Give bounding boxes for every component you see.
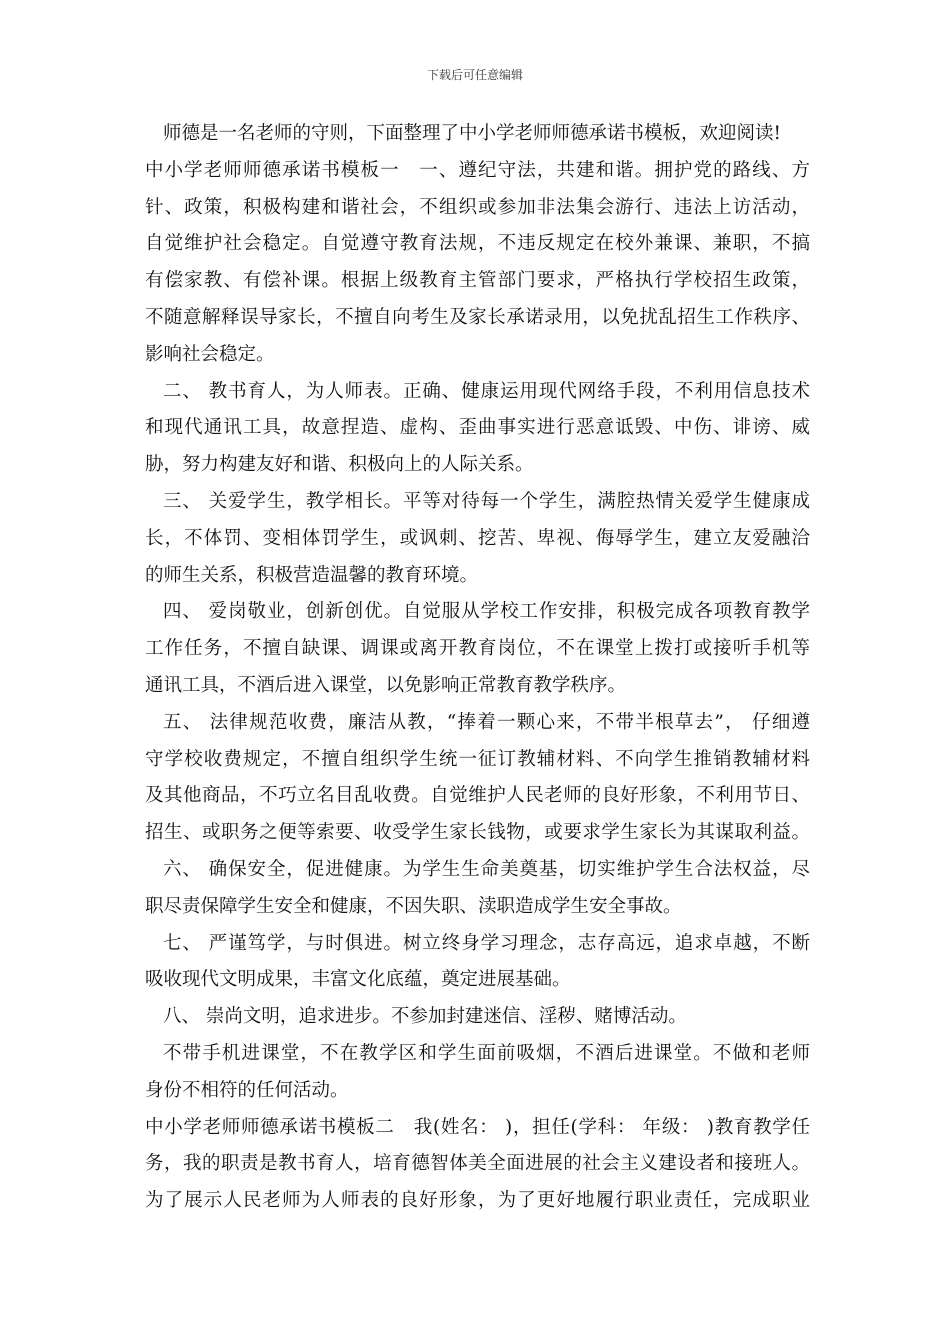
text-line: 三、 关爱学生，教学相长。平等对待每一个学生，满腔热情关爱学生健康成 — [163, 490, 810, 512]
text-line: 招生、或职务之便等索要、收受学生家长钱物，或要求学生家长为其谋取利益。 — [145, 822, 810, 844]
text-line: 胁，努力构建友好和谐、积极向上的人际关系。 — [145, 454, 534, 476]
text-line: 针、政策，积极构建和谐社会，不组织或参加非法集会游行、违法上访活动， — [145, 196, 810, 218]
text-line: 的师生关系，积极营造温馨的教育环境。 — [145, 564, 479, 586]
text-line: 长，不体罚、变相体罚学生，或讽刺、挖苦、卑视、侮辱学生，建立友爱融洽 — [145, 527, 810, 549]
text-line: 和现代通讯工具，故意捏造、虚构、歪曲事实进行恶意诋毁、中伤、诽谤、威 — [145, 417, 810, 439]
text-line: 四、 爱岗敬业，创新创优。自觉服从学校工作安排，积极完成各项教育教学 — [163, 601, 810, 623]
text-line: 七、 严谨笃学，与时俱进。树立终身学习理念，志存高远，追求卓越，不断 — [163, 932, 810, 954]
text-line: 为了展示人民老师为人师表的良好形象，为了更好地履行职业责任，完成职业 — [145, 1190, 810, 1212]
text-line: 中小学老师师德承诺书模板一 一、遵纪守法，共建和谐。拥护党的路线、方 — [145, 159, 810, 181]
text-line: 守学校收费规定，不擅自组织学生统一征订教辅材料、不向学生推销教辅材料 — [145, 748, 810, 770]
text-line: 不随意解释误导家长，不擅自向考生及家长承诺录用，以免扰乱招生工作秩序、 — [145, 306, 810, 328]
text-line: 师德是一名老师的守则，下面整理了中小学老师师德承诺书模板，欢迎阅读! — [163, 123, 781, 144]
text-line: 有偿家教、有偿补课。根据上级教育主管部门要求，严格执行学校招生政策， — [145, 270, 810, 292]
document-body — [145, 116, 810, 1220]
text-line: 自觉维护社会稳定。自觉遵守教育法规，不违反规定在校外兼课、兼职，不搞 — [145, 233, 810, 255]
text-line: 二、 教书育人，为人师表。正确、健康运用现代网络手段，不利用信息技术 — [163, 380, 810, 402]
text-line: 不带手机进课堂，不在教学区和学生面前吸烟，不酒后进课堂。不做和老师 — [163, 1042, 810, 1064]
text-line: 职尽责保障学生安全和健康，不因失职、渎职造成学生安全事故。 — [145, 895, 682, 917]
page-header: 下载后可任意编辑 — [426, 68, 523, 82]
text-line: 八、 崇尚文明，追求进步。不参加封建迷信、淫秽、赌博活动。 — [163, 1006, 687, 1028]
text-line: 通讯工具，不酒后进入课堂，以免影响正常教育教学秩序。 — [145, 674, 627, 696]
text-line: 工作任务，不擅自缺课、调课或离开教育岗位，不在课堂上拨打或接听手机等 — [145, 638, 810, 660]
text-line: 影响社会稳定。 — [145, 343, 275, 365]
text-line: 中小学老师师德承诺书模板二 我(姓名： )，担任(学科： 年级： )教育教学任 — [145, 1116, 810, 1138]
text-line: 吸收现代文明成果，丰富文化底蕴，奠定进展基础。 — [145, 969, 571, 991]
text-line: 五、 法律规范收费，廉洁从教，“捧着一颗心来，不带半根草去”， 仔细遵 — [163, 711, 810, 733]
text-line: 身份不相符的任何活动。 — [145, 1079, 349, 1101]
text-line: 务，我的职责是教书育人，培育德智体美全面进展的社会主义建设者和接班人。 — [145, 1153, 810, 1175]
text-line: 及其他商品，不巧立名目乱收费。自觉维护人民老师的良好形象，不利用节日、 — [145, 785, 810, 807]
text-line: 六、 确保安全，促进健康。为学生生命美奠基，切实维护学生合法权益，尽 — [163, 858, 810, 880]
